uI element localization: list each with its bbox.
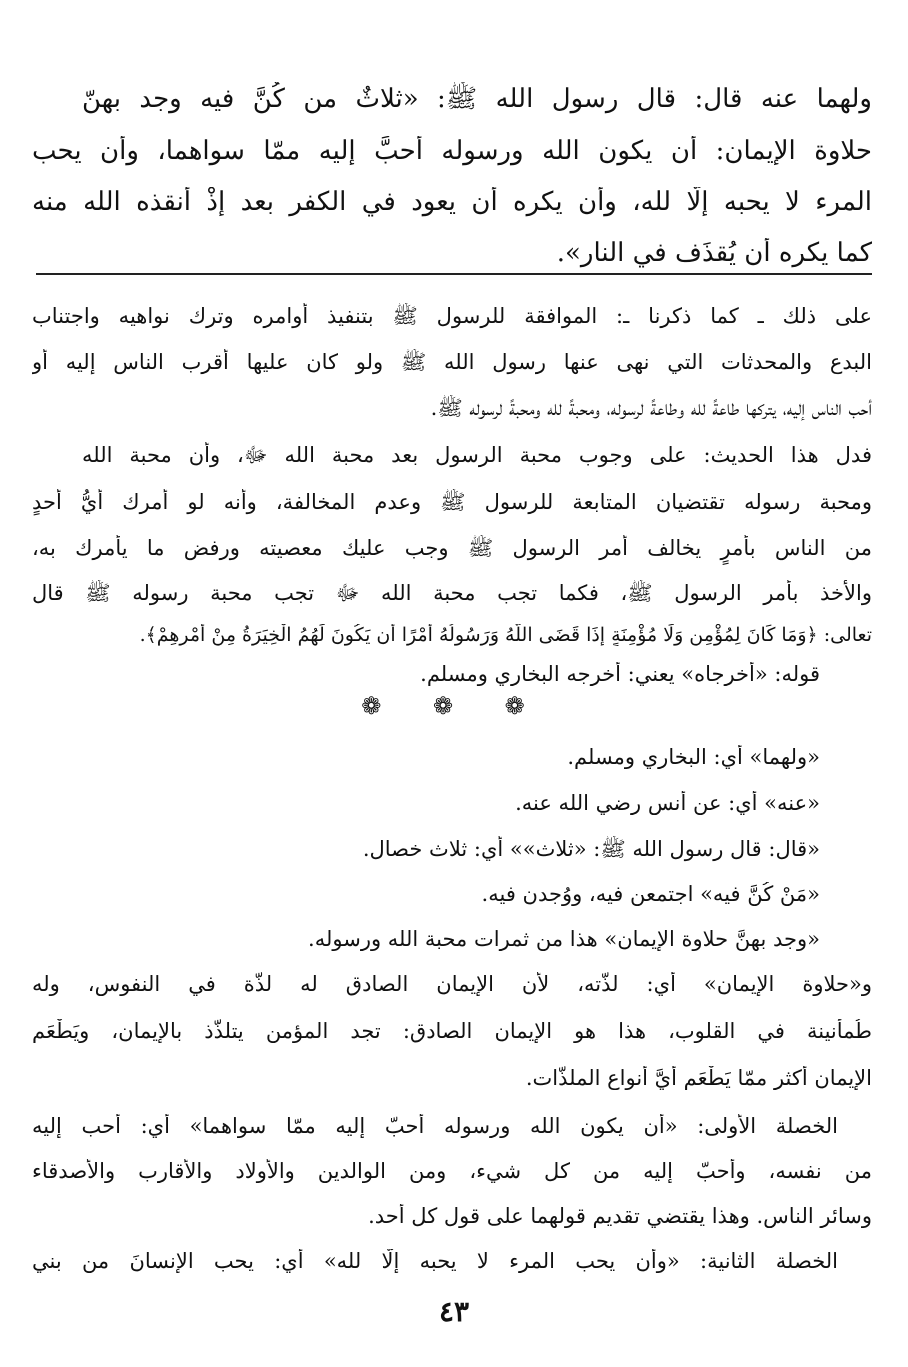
explanation-line: «مَنْ كُنَّ فيه» اجتمعن فيه، ووُجدن فيه.: [481, 882, 820, 906]
section-divider: [36, 273, 872, 275]
explanation-line: و«حلاوة الإيمان» أي: لذّته، لأن الإيمان الصادق له لذّة في النفوس، وله: [32, 972, 872, 996]
page-number: ٤٣: [438, 1295, 470, 1328]
ornament-separator: ❁ ❁ ❁: [361, 692, 547, 720]
quran-verse-line: تعالى: ﴿وَمَا كَانَ لِمُؤْمِنٍ وَلَا مُؤْمِنَةٍ إِذَا قَضَى اللَّهُ وَرَسُولُهُ أَمْرًا أَن يَكُونَ لَهُمُ الْخِيَرَةُ مِنْ أَمْرِهِمْ﴾.: [139, 624, 872, 646]
hadith-line: حلاوة الإيمان: أن يكون الله ورسوله أحبَّ إليه ممّا سواهما، وأن يحب: [32, 136, 872, 166]
commentary-line: ومحبة رسوله تقتضيان المتابعة للرسول ﷺ وعدم المخالفة، وأنه لو أمرك أيُّ أحدٍ: [32, 490, 872, 514]
explanation-line: «ولهما» أي: البخاري ومسلم.: [567, 745, 820, 769]
explanation-line: الخصلة الأولى: «أن يكون الله ورسوله أحبّ إليه ممّا سواهما» أي: أحب إليه: [32, 1114, 838, 1138]
explanation-line: «عنه» أي: عن أنس رضي الله عنه.: [515, 791, 820, 815]
explanation-line: الخصلة الثانية: «وأن يحب المرء لا يحبه إلّا لله» أي: يحب الإنسانَ من بني: [32, 1249, 838, 1273]
explanation-line: طُمأنينة في القلوب، هذا هو الإيمان الصادق: تجد المؤمن يتلذّذ بالإيمان، ويَطْعَم: [32, 1019, 872, 1043]
commentary-line: من الناس بأمرٍ يخالف أمر الرسول ﷺ وجب عليك معصيته ورفض ما يأمرك به،: [32, 536, 872, 560]
hadith-line: كما يكره أن يُقذَف في النار».: [556, 238, 872, 268]
hadith-line: المرء لا يحبه إلّا لله، وأن يكره أن يعود في الكفر بعد إذْ أنقذه الله منه: [32, 187, 872, 217]
hadith-line: ولهما عنه قال: قال رسول الله ﷺ: «ثلاثٌ من كُنَّ فيه وجد بهنّ: [82, 84, 872, 114]
explanation-line: من نفسه، وأحبّ إليه من كل شيء، ومن الوالدين والأولاد والأقارب والأصدقاء: [32, 1159, 872, 1183]
commentary-line: قوله: «أخرجاه» يعني: أخرجه البخاري ومسلم.: [420, 662, 820, 686]
explanation-line: «وجد بهنَّ حلاوة الإيمان» هذا من ثمرات محبة الله ورسوله.: [308, 927, 820, 951]
commentary-line: فدل هذا الحديث: على وجوب محبة الرسول بعد محبة الله ﷻ، وأن محبة الله: [82, 443, 872, 467]
commentary-line: أحب الناس إليه، يتركها طاعةً لله وطاعةً لرسوله، ومحبةً لله ومحبةً لرسوله ﷺ.: [430, 396, 872, 420]
commentary-line: البدع والمحدثات التي نهى عنها رسول الله ﷺ ولو كان عليها أقرب الناس إليه أو: [32, 350, 872, 374]
explanation-line: «قال: قال رسول الله ﷺ: «ثلاث»» أي: ثلاث خصال.: [362, 837, 820, 861]
explanation-line: الإيمان أكثر ممّا يَطْعَم أيَّ أنواع الملذّات.: [525, 1066, 872, 1090]
explanation-line: وسائر الناس. وهذا يقتضي تقديم قولهما على قول كل أحد.: [368, 1204, 872, 1228]
commentary-line: والأخذ بأمر الرسول ﷺ، فكما تجب محبة الله ﷻ تجب محبة رسوله ﷺ قال: [32, 581, 872, 605]
commentary-line: على ذلك ـ كما ذكرنا ـ: الموافقة للرسول ﷺ بتنفيذ أوامره وترك نواهيه واجتناب: [32, 304, 872, 328]
